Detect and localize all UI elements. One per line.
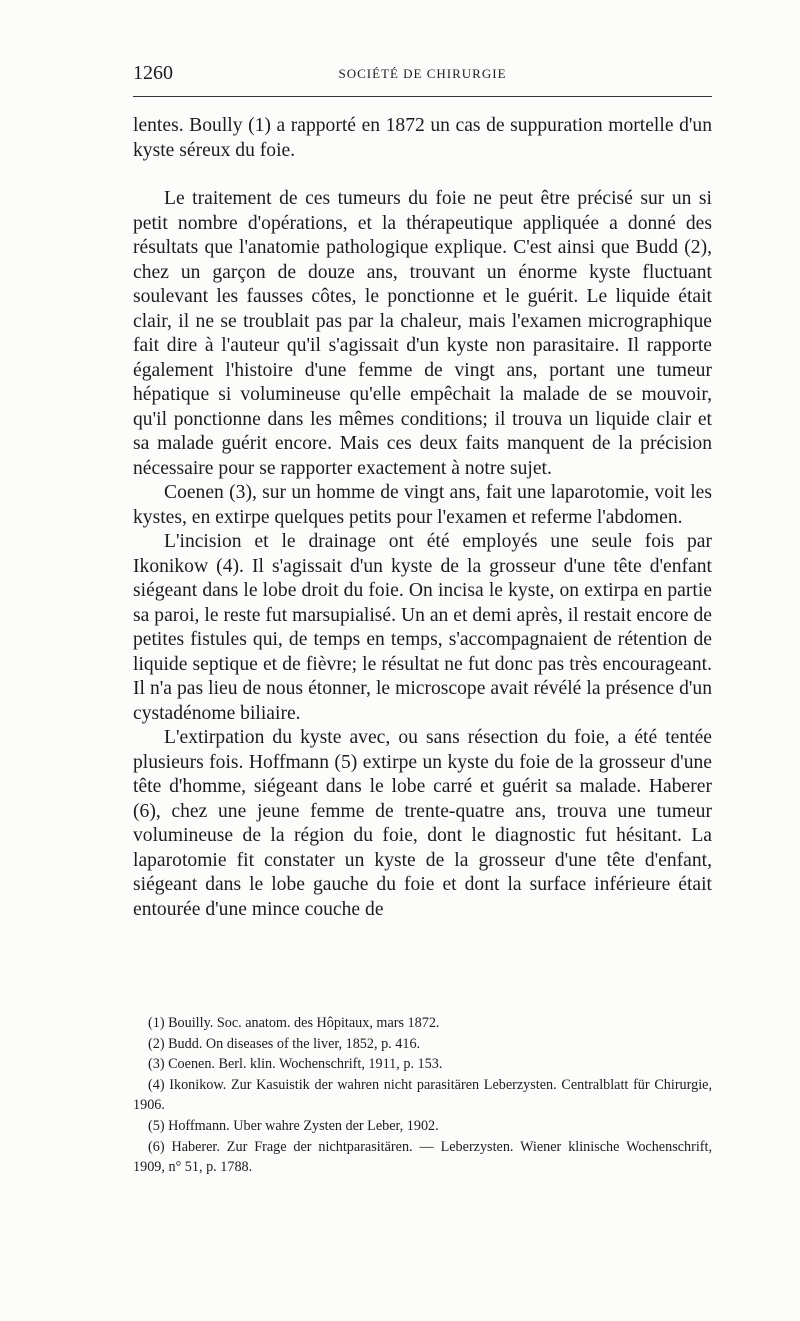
footnote-3: (3) Coenen. Berl. klin. Wochenschrift, 1911, p. 153. [148,1056,443,1073]
footnote-4: (4) Ikonikow. Zur Kasuistik der wahren nicht parasitären Leberzysten. Centralblatt für Chirurgie, 1906. [133,1076,712,1114]
paragraph-3: Coenen (3), sur un homme de vingt ans, fait une laparotomie, voit les kystes, en extirpe quelques petits pour l'examen et referme l'abdomen. [133,482,712,528]
paragraph-2 [133,187,712,481]
footnote-5: (5) Hoffmann. Uber wahre Zysten der Leber, 1902. [148,1117,439,1134]
paragraph-2-text: Le traitement de ces tumeurs du foie ne peut être précisé sur un si petit nombre d'opérations, et la thérapeutique appliquée a donné des résultats que l'anatomie pathologique explique. C'est ainsi que Budd (2), chez un garçon de douze ans, trouvant un énorme kyste fluctuant soulevant les fausses côtes, le ponctionne et le guérit. Le liquide était clair, il ne se troublait pas par la chaleur, mais l'examen micrographique fait dire à l'auteur qu'il s'agissait d'un kyste non parasitaire. Il rapporte également l'histoire d'une femme de vingt ans, portant une tumeur hépatique si volumineuse qu'elle empêchait la malade de se mouvoir, qu'il ponctionne dans les mêmes conditions; il trouva un liquide clair et sa malade guérit encore. Mais ces deux faits manquent de la précision nécessaire pour se rapporter exactement à notre sujet. [133,188,712,479]
page-number: 1260 [133,62,173,84]
footnote-2: (2) Budd. On diseases of the liver, 1852, p. 416. [148,1035,421,1052]
paragraph-1: lentes. Boully (1) a rapporté en 1872 un cas de suppuration mortelle d'un kyste séreux du foie. [133,115,712,161]
main-text [133,114,712,922]
footnote-6: (6) Haberer. Zur Frage der nichtparasitären. — Leberzysten. Wiener klinische Wochenschrift, 1909, n° 51, p. 1788. [133,1138,712,1176]
footnote-1: (1) Bouilly. Soc. anatom. des Hôpitaux, mars 1872. [148,1015,440,1031]
running-title: SOCIÉTÉ DE CHIRURGIE [338,66,507,81]
header-rule [133,96,712,97]
page-header [133,58,712,92]
paragraph-4: L'incision et le drainage ont été employés une seule fois par Ikonikow (4). Il s'agissait d'un kyste de la grosseur d'une tête d'enfant siégeant dans le lobe droit du foie. On incisa le kyste, on extirpa en partie sa paroi, le reste fut marsupialisé. Un an et demi après, il restait encore de petites fistules qui, de temps en temps, s'accompagnaient de rétention de liquide septique et de fièvre; le résultat ne fut donc pas très encourageant. Il n'a pas lieu de nous étonner, le microscope avait révélé la présence d'un cystadénome biliaire. [133,531,712,724]
footnotes [133,1013,712,1178]
paragraph-5: L'extirpation du kyste avec, ou sans résection du foie, a été tentée plusieurs fois. Hoffmann (5) extirpe un kyste du foie de la grosseur d'une tête d'homme, siégeant dans le lobe carré et guérit sa malade. Haberer (6), chez une jeune femme de trente-quatre ans, trouva une tumeur volumineuse de la région du foie, dont le diagnostic fut hésitant. La laparotomie fit constater un kyste de la grosseur d'une tête d'enfant, siégeant dans le lobe gauche du foie et dont la surface inférieure était entourée d'une mince couche de [133,727,712,920]
